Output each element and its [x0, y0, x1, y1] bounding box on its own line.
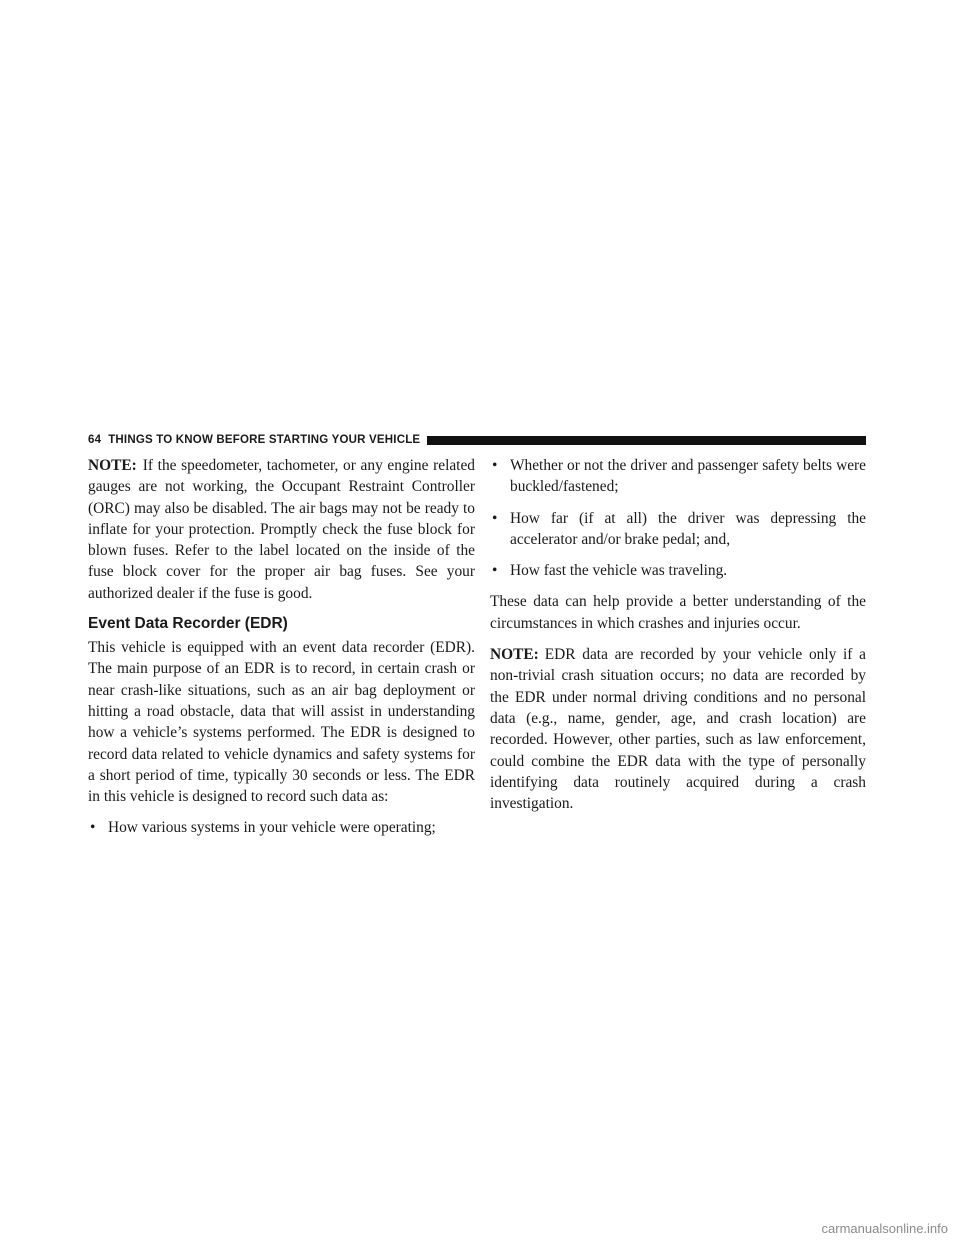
note-text: EDR data are recorded by your vehicle only if a non-trivial crash situation occurs; no data are recorded by the EDR under normal driving conditions and no personal data (e.g., name, gender, age, and crash location) are recorded. However, other parties, such as law enforcement, could combine the EDR data with the type of personally identifying data routinely acquired during a crash investigation. [490, 646, 866, 813]
bullet-list [88, 817, 475, 838]
note-text: If the speedometer, tachometer, or any engine related gauges are not working, the Occupant Restraint Controller (ORC) may also be disabled. The air bags may not be ready to inflate for your protection. Promptly check the fuse block for blown fuses. Refer to the label located on the inside of the fuse block cover for the proper air bag fuses. See your authorized dealer if the fuse is good. [88, 457, 475, 602]
list-item [88, 817, 475, 838]
note-paragraph [88, 455, 475, 604]
note-label: NOTE: [490, 646, 539, 664]
list-item [490, 455, 866, 498]
list-item-text: How various systems in your vehicle were operating; [108, 819, 436, 837]
list-item-text: How fast the vehicle was traveling. [510, 562, 728, 580]
section-heading: Event Data Recorder (EDR) [88, 615, 288, 633]
note-paragraph [490, 644, 866, 814]
page-number: 64 [88, 434, 102, 446]
right-column [490, 455, 866, 814]
list-item-text: How far (if at all) the driver was depressing the accelerator and/or brake pedal; and, [510, 509, 866, 548]
list-item [490, 560, 866, 581]
list-item [490, 508, 866, 551]
edr-paragraph: This vehicle is equipped with an event data recorder (EDR). The main purpose of an EDR is to record, in certain crash or near crash-like situations, such as an air bag deployment or hitting a road obstacle, data that will assist in understanding how a vehicle’s systems performed. The EDR is designed to record data related to vehicle dynamics and safety systems for a short period of time, typically 30 seconds or less. The EDR in this vehicle is designed to record such data as: [88, 639, 475, 806]
note-label: NOTE: [88, 457, 137, 474]
bullet-icon: • [90, 819, 96, 837]
bullet-list [490, 455, 866, 581]
bullet-icon: • [492, 509, 498, 527]
summary-paragraph: These data can help provide a better understanding of the circumstances in which crashes and injuries occur. [490, 593, 866, 632]
bullet-icon: • [492, 562, 498, 580]
list-item-text: Whether or not the driver and passenger safety belts were buckled/fastened; [510, 457, 866, 496]
page-header [88, 432, 866, 448]
header-rule [427, 436, 866, 445]
watermark: carmanualsonline.info [821, 1221, 948, 1236]
bullet-icon: • [492, 457, 498, 474]
left-column [88, 455, 475, 849]
section-title: THINGS TO KNOW BEFORE STARTING YOUR VEHICLE [108, 434, 421, 446]
